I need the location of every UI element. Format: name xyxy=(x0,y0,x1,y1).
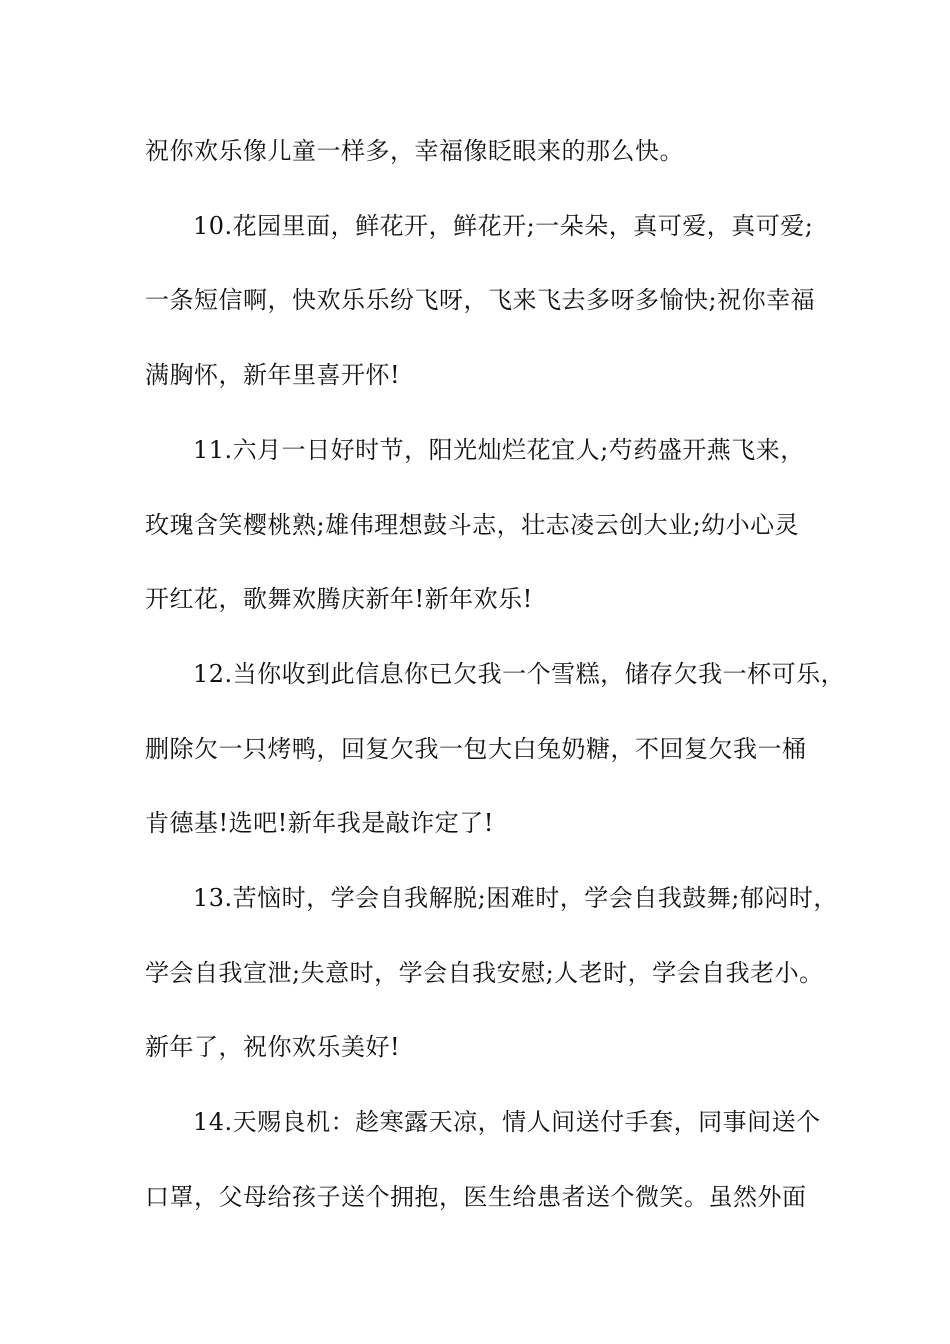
text-line-9: 删除欠一只烤鸭，回复欠我一包大白兔奶糖，不回复欠我一桶 xyxy=(145,735,807,763)
text-line-1: 祝你欢乐像儿童一样多，幸福像眨眼来的那么快。 xyxy=(145,137,684,165)
text-line-12: 学会自我宣泄;失意时，学会自我安慰;人老时，学会自我老小。 xyxy=(145,959,824,987)
text-line-6: 玫瑰含笑樱桃熟;雄伟理想鼓斗志，壮志凌云创大业;幼小心灵 xyxy=(145,511,800,539)
text-line-4: 满胸怀，新年里喜开怀! xyxy=(145,361,401,389)
text-line-14: 14.天赐良机：趁寒露天凉，情人间送付手套，同事间送个 xyxy=(193,1108,821,1136)
text-line-5: 11.六月一日好时节，阳光灿烂花宜人;芍药盛开燕飞来， xyxy=(193,436,805,464)
text-line-15: 口罩，父母给孩子送个拥抱，医生给患者送个微笑。虽然外面 xyxy=(145,1183,807,1211)
text-line-2: 10.花园里面，鲜花开，鲜花开;一朵朵，真可爱，真可爱; xyxy=(193,212,814,240)
text-line-10: 肯德基!选吧!新年我是敲诈定了! xyxy=(145,809,494,837)
text-line-7: 开红花，歌舞欢腾庆新年!新年欢乐! xyxy=(145,585,533,613)
text-line-11: 13.苦恼时，学会自我解脱;困难时，学会自我鼓舞;郁闷时， xyxy=(193,884,838,912)
text-line-8: 12.当你收到此信息你已欠我一个雪糕，储存欠我一杯可乐， xyxy=(193,660,846,688)
text-line-13: 新年了，祝你欢乐美好! xyxy=(145,1033,401,1061)
text-line-3: 一条短信啊，快欢乐乐纷飞呀，飞来飞去多呀多愉快;祝你幸福 xyxy=(145,286,816,314)
